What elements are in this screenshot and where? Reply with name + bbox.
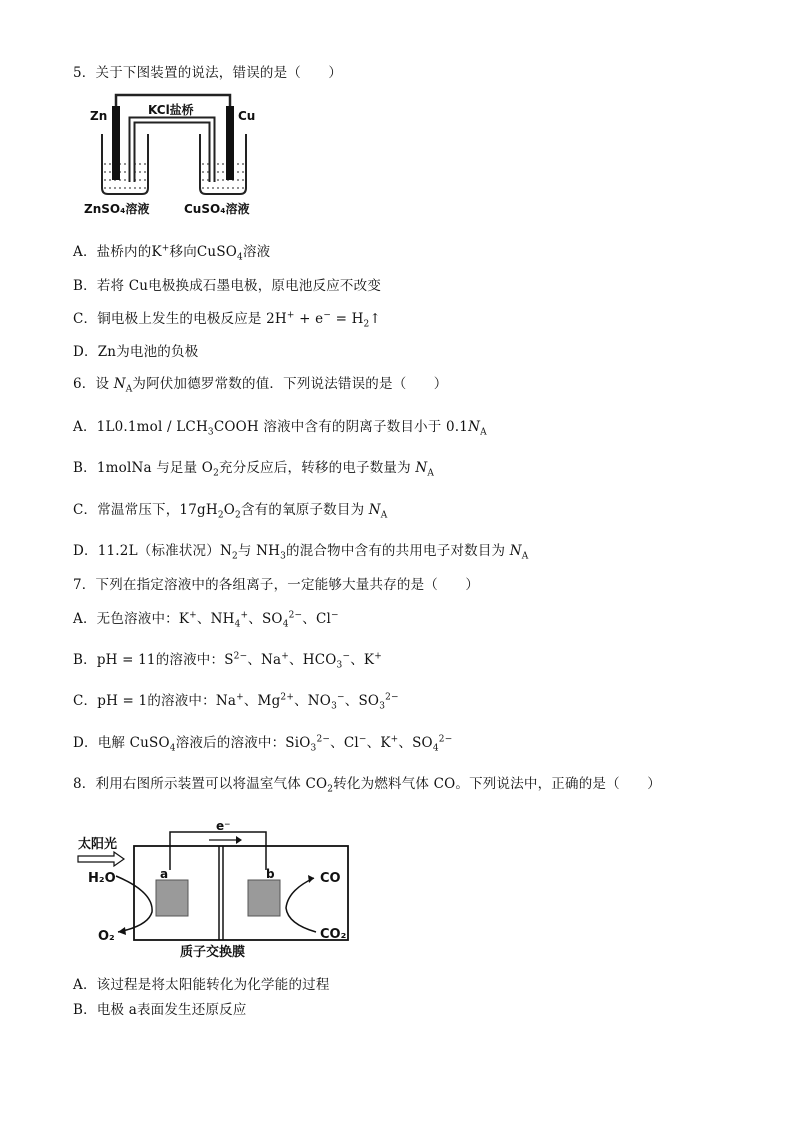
electrode-a-label: a [160,867,169,881]
o2-label: O₂ [98,929,115,944]
q5-option-d: D．Zn为电池的负极 [73,344,199,360]
q7-option-d: D．电解 CuSO$_4$溶液后的溶液中：SiO$_3^{2-}$、Cl−、K+、$SO_4^{2-}$ [73,734,453,754]
q5-stem: 5．关于下图装置的说法，错误的是（ ） [73,65,343,81]
q6-stem: 6．设 $N_A$为阿伏加德罗常数的值．下列说法错误的是（ ） [73,376,448,395]
q6-option-a: A．$1L0.1mol / LCH_3COOH$ 溶液中含有的阴离子数目小于 $0.1N_A$ [73,419,487,438]
q6-option-c: C．常温常压下，$17gH_2O_2$含有的氧原子数目为 $N_A$ [73,502,388,521]
q5-option-a: A．盐桥内的K+移向CuSO$_4$溶液 [73,243,271,263]
q5-galvanic-cell-figure [82,92,272,220]
co-label: CO [320,871,341,886]
cuso4-label: CuSO₄溶液 [184,202,250,216]
electron-label: e⁻ [216,819,231,833]
co2-label: CO₂ [320,927,347,942]
salt-bridge-label: KCl盐桥 [148,103,194,117]
q5-option-b: B．若将 Cu电极换成石墨电极，原电池反应不改变 [73,278,382,294]
q8-option-b: B．电极 a表面发生还原反应 [73,1002,247,1018]
membrane-label: 质子交换膜 [180,945,246,958]
q8-stem: 8．利用右图所示装置可以将温室气体 $CO_2$转化为燃料气体 CO。下列说法中，正确的是（ ） [73,776,661,795]
q5-option-c: C．铜电极上发生的电极反应是 $2H^+ + e^- = H_2↑$ [73,310,381,330]
q7-option-a: A．无色溶液中：K+、$NH_4^+$、$SO_4^{2-}$、Cl− [73,610,339,630]
q7-option-b: B．pH = 11的溶液中：$S^{2-}$、Na+、$HCO_3^-$、K+ [73,651,382,671]
q8-option-a: A．该过程是将太阳能转化为化学能的过程 [73,977,330,993]
zn-label: Zn [90,109,108,123]
q7-option-c: C．pH = 1的溶液中：Na+、$Mg^{2+}$、$NO_3^-$、$SO_3^{2-}$ [73,692,399,712]
q6-option-b: B．1molNa 与足量 $O_2$充分反应后，转移的电子数量为 $N_A$ [73,460,435,479]
cu-label: Cu [238,109,256,123]
h2o-label: H₂O [88,871,116,886]
znso4-label: ZnSO₄溶液 [84,202,150,216]
q7-stem: 7．下列在指定溶液中的各组离子，一定能够大量共存的是（ ） [73,577,480,593]
q6-option-d: D．11.2L（标准状况）$N_2$与 $NH_3$的混合物中含有的共用电子对数目为 $N_A$ [73,543,529,562]
q8-photoelectrochemical-cell-figure [76,812,366,958]
sunlight-label: 太阳光 [78,837,118,852]
electrode-b-label: b [266,867,275,881]
